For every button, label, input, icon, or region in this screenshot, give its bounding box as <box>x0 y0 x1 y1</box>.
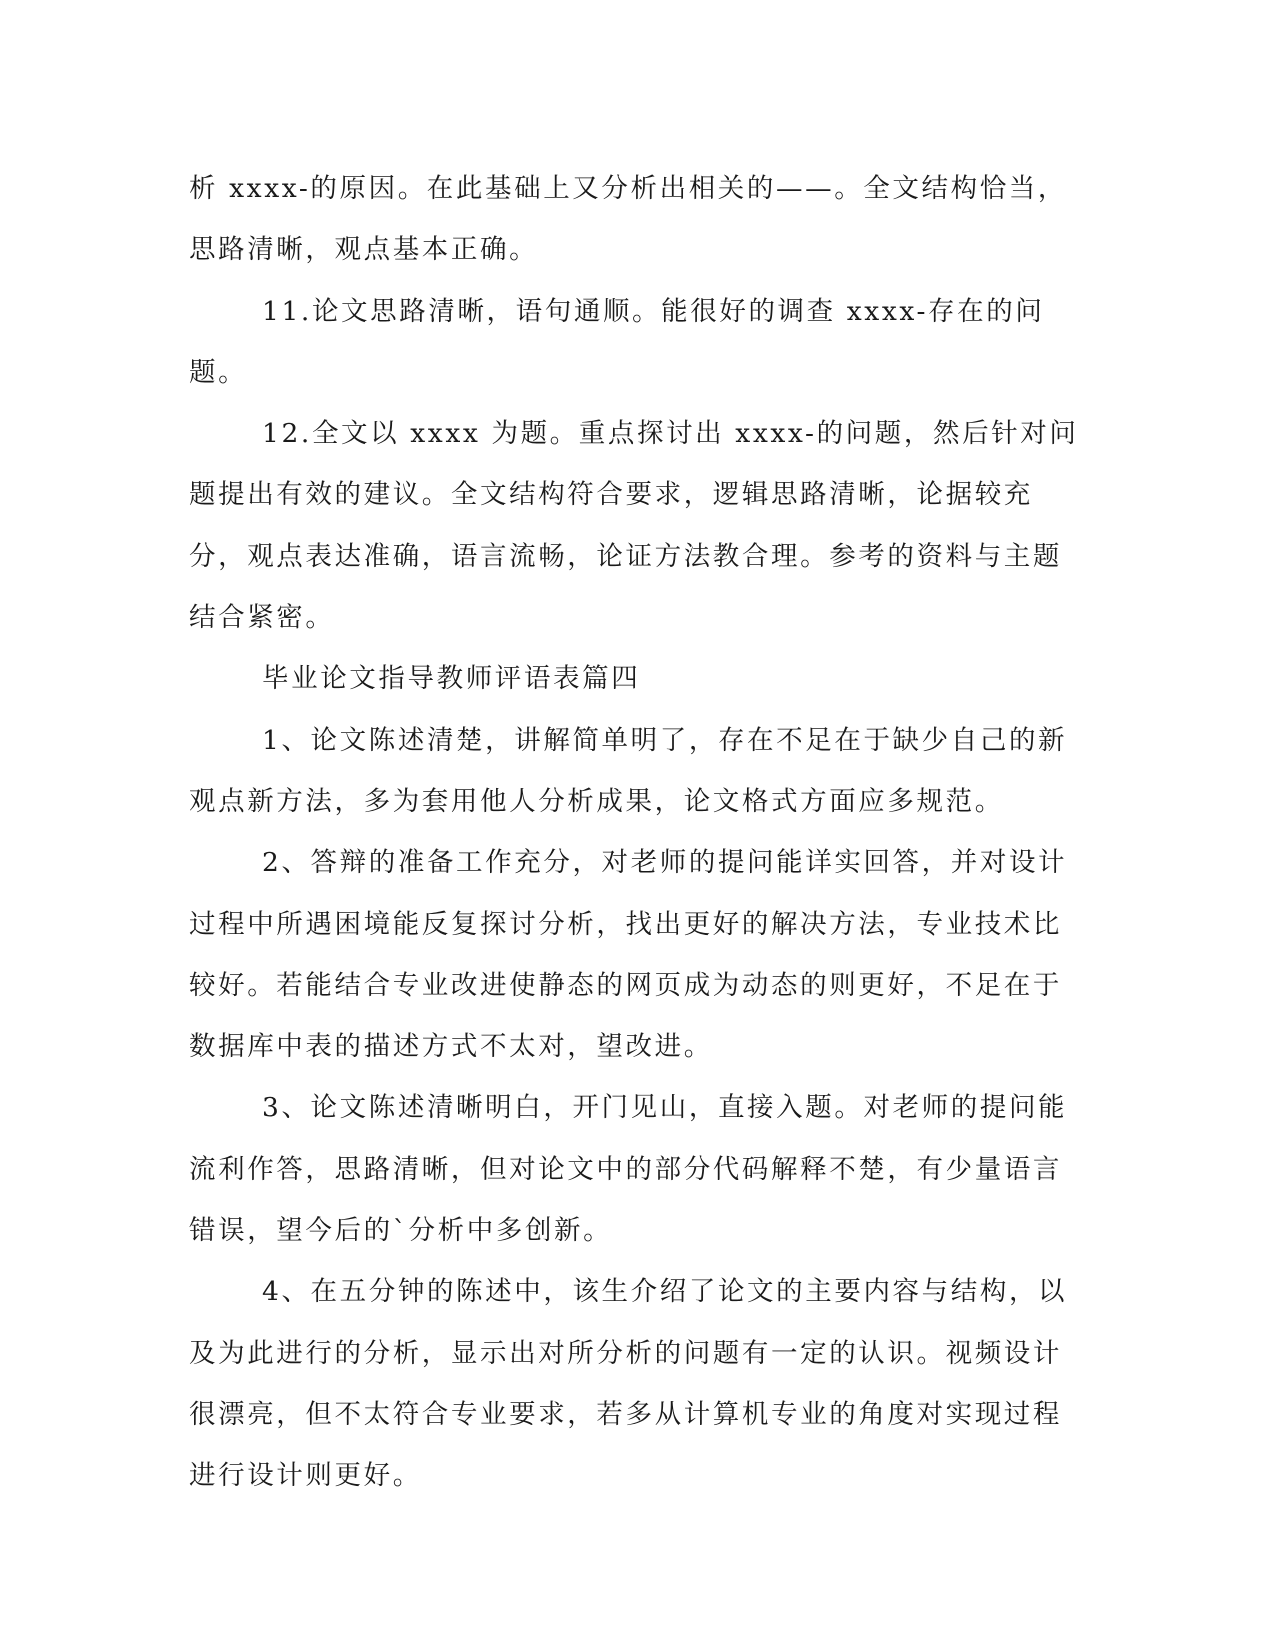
paragraph-item-11: 11.论文思路清晰，语句通顺。能很好的调查 xxxx-存在的问题。 <box>189 295 1045 388</box>
paragraph-item-12: 12.全文以 xxxx 为题。重点探讨出 xxxx-的问题，然后针对问题提出有效的建议。全文结构符合要求，逻辑思路清晰，论据较充分，观点表达准确，语言流畅，论证方法教合理。参考的资料与主题结合紧密。 <box>189 418 1079 634</box>
paragraph-continuation: 析 xxxx-的原因。在此基础上又分析出相关的——。全文结构恰当，思路清晰，观点基本正确。 <box>189 173 1067 266</box>
paragraph-item-2: 2、答辩的准备工作充分，对老师的提问能详实回答，并对设计过程中所遇困境能反复探讨分析，找出更好的解决方法，专业技术比较好。若能结合专业改进使静态的网页成为动态的则更好，不足在于数据库中表的描述方式不太对，望改进。 <box>189 847 1068 1063</box>
paragraph-item-1: 1、论文陈述清楚，讲解简单明了，存在不足在于缺少自己的新观点新方法，多为套用他人分析成果，论文格式方面应多规范。 <box>189 724 1068 817</box>
document-body <box>189 158 1089 1507</box>
paragraph-item-4: 4、在五分钟的陈述中，该生介绍了论文的主要内容与结构，以及为此进行的分析，显示出对所分析的问题有一定的认识。视频设计很漂亮，但不太符合专业要求，若多从计算机专业的角度对实现过程进行设计则更好。 <box>189 1276 1068 1492</box>
paragraph-item-3: 3、论文陈述清晰明白，开门见山，直接入题。对老师的提问能流利作答，思路清晰，但对论文中的部分代码解释不楚，有少量语言错误，望今后的`分析中多创新。 <box>189 1092 1068 1247</box>
section-heading: 毕业论文指导教师评语表篇四 <box>262 663 641 695</box>
